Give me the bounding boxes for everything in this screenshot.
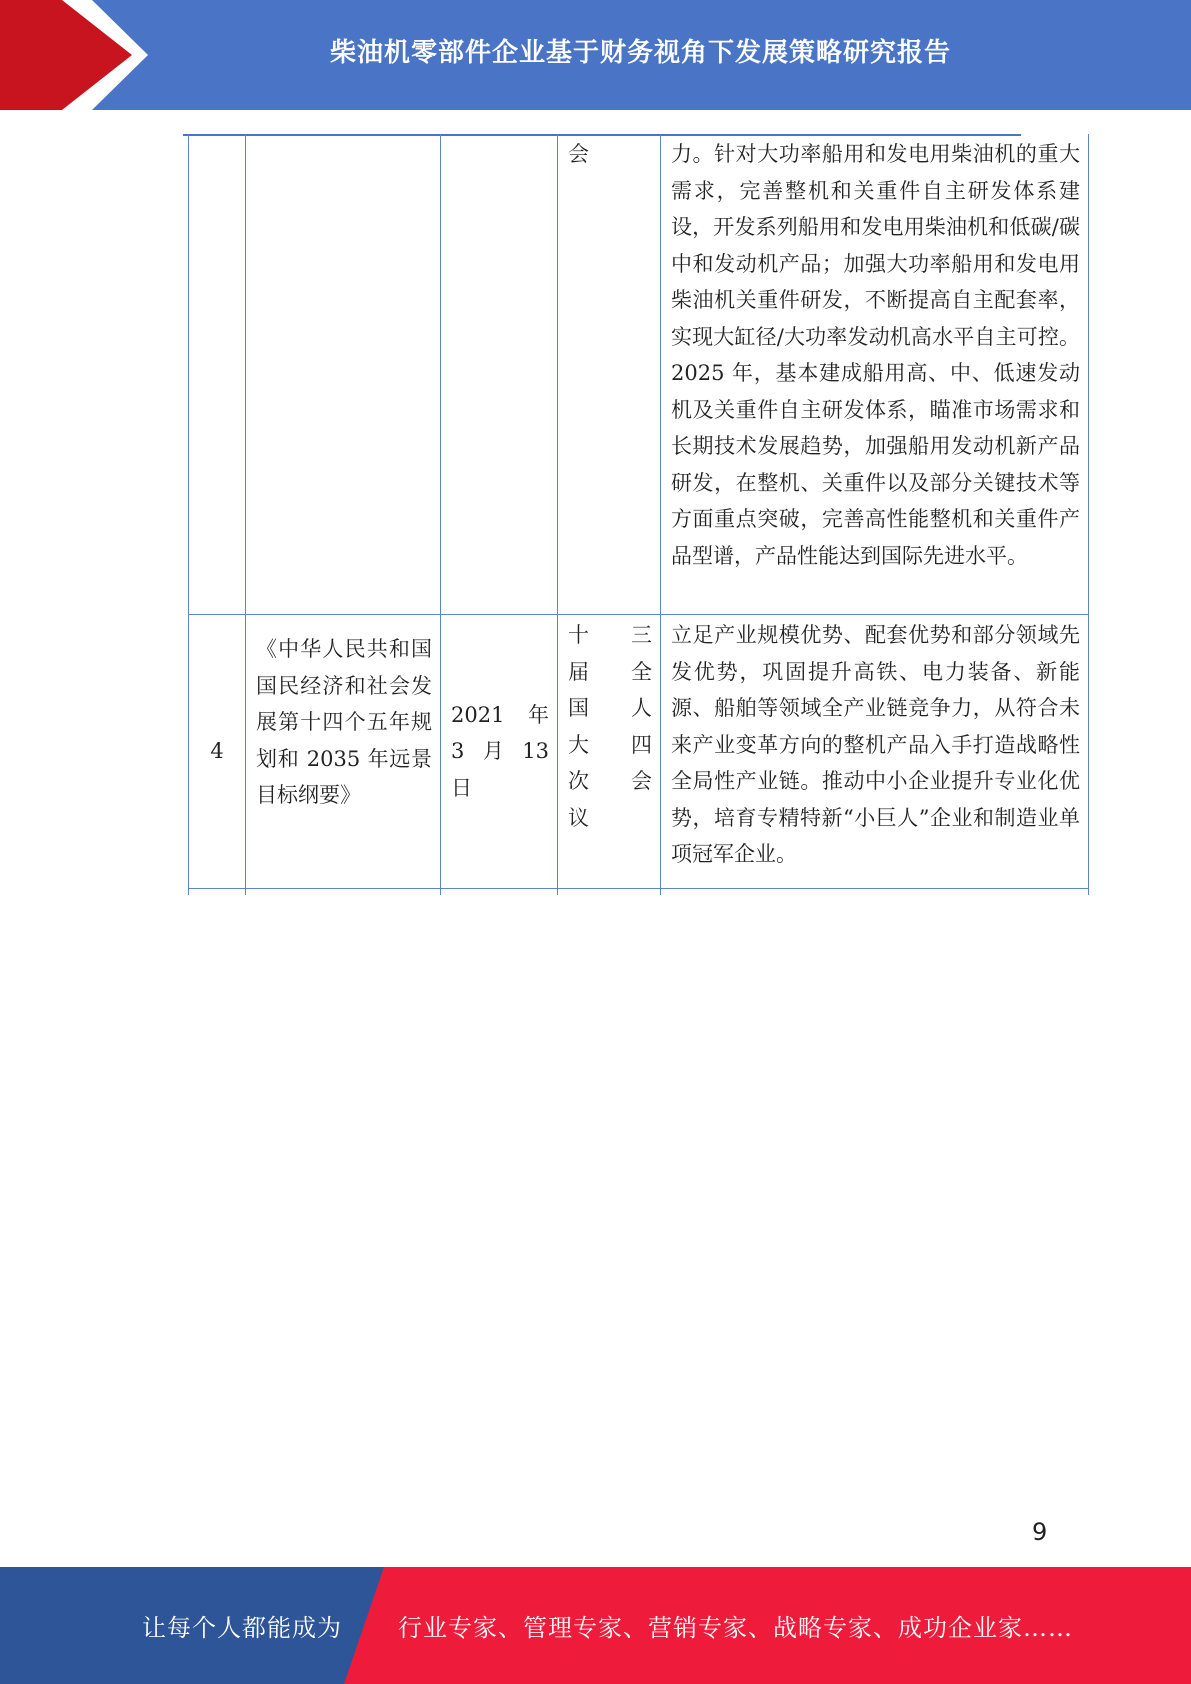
date-month-unit: 月 <box>482 739 504 764</box>
issuer-char: 次 <box>568 769 589 793</box>
issuer-line <box>568 727 652 764</box>
issuer-text: 会 <box>568 142 589 166</box>
table-row <box>189 615 1089 889</box>
date-line <box>451 770 549 807</box>
footer-banner <box>0 1567 1191 1684</box>
issuer-char: 四 <box>631 732 652 757</box>
table-row-continued <box>189 889 1089 896</box>
empty-cell <box>246 889 441 896</box>
issuer-char: 三 <box>631 623 652 647</box>
issuer-line <box>568 690 652 727</box>
date-year: 2021 <box>451 702 505 727</box>
empty-cell <box>189 889 246 896</box>
date-day-unit: 日 <box>451 775 472 800</box>
empty-cell <box>558 889 661 896</box>
issuer-line <box>568 800 652 837</box>
date-cell <box>441 134 558 615</box>
issuer-char: 十 <box>568 623 589 647</box>
index-cell <box>189 615 246 889</box>
document-title: 柴油机零部件企业基于财务视角下发展策略研究报告 <box>329 37 951 68</box>
date-line <box>451 697 549 734</box>
header-banner <box>0 0 1191 110</box>
issuer-char: 大 <box>568 732 589 757</box>
page-number: 9 <box>1032 1518 1048 1546</box>
name-cell <box>246 615 441 889</box>
index-text: 4 <box>210 739 224 764</box>
footer-slogan-left: 让每个人都能成为 <box>142 1614 342 1642</box>
date-day: 13 <box>522 739 549 764</box>
date-cell <box>441 615 558 889</box>
issuer-char: 会 <box>631 769 652 793</box>
issuer-char: 人 <box>631 696 652 720</box>
date-line <box>451 733 549 770</box>
content-cell <box>661 134 1089 615</box>
content-text: 力。针对大功率船用和发电用柴油机的重大需求，完善整机和关重件自主研发体系建设，开发系列船用和发电用柴油机和低碳/碳中和发动机产品；加强大功率船用和发电用柴油机关重件研发，不断提高自主配套率，实现大缸径/大功率发动机高水平自主可控。2025 年，基本建成船用高、中、低速发动机及关重件自主研发体系，瞄准市场需求和长期技术发展趋势，加强船用发动机新产品研发，在整机、关重件以及部分关键技术等方面重点突破，完善高性能整机和关重件产品型谱，产品性能达到国际先进水平。 <box>671 142 1080 568</box>
issuer-line <box>568 617 652 654</box>
policy-table <box>188 134 1089 895</box>
chevron-logo-icon <box>0 0 160 110</box>
content-cell <box>661 615 1089 889</box>
empty-cell <box>441 889 558 896</box>
issuer-cell <box>558 134 661 615</box>
issuer-cell <box>558 615 661 889</box>
date-year-unit: 年 <box>528 702 549 727</box>
issuer-char: 全 <box>631 659 652 684</box>
empty-cell <box>661 889 1089 896</box>
table-row <box>189 134 1089 615</box>
issuer-char: 国 <box>568 696 589 720</box>
footer-slogan-right: 行业专家、管理专家、营销专家、战略专家、成功企业家…… <box>398 1614 1073 1642</box>
issuer-char: 届 <box>568 659 589 684</box>
content-text: 立足产业规模优势、配套优势和部分领域先发优势，巩固提升高铁、电力装备、新能源、船舶等领域全产业链竞争力，从符合未来产业变革方向的整机产品入手打造战略性全局性产业链。推动中小企业提升专业化优势，培育专精特新“小巨人”企业和制造业单项冠军企业。 <box>671 623 1080 866</box>
issuer-char: 议 <box>568 805 589 830</box>
index-cell <box>189 134 246 615</box>
issuer-line <box>568 763 652 800</box>
date-month: 3 <box>451 739 465 764</box>
issuer-line <box>568 654 652 691</box>
policy-name-text: 《中华人民共和国国民经济和社会发展第十四个五年规划和 2035 年远景目标纲要》 <box>256 637 432 807</box>
name-cell <box>246 134 441 615</box>
